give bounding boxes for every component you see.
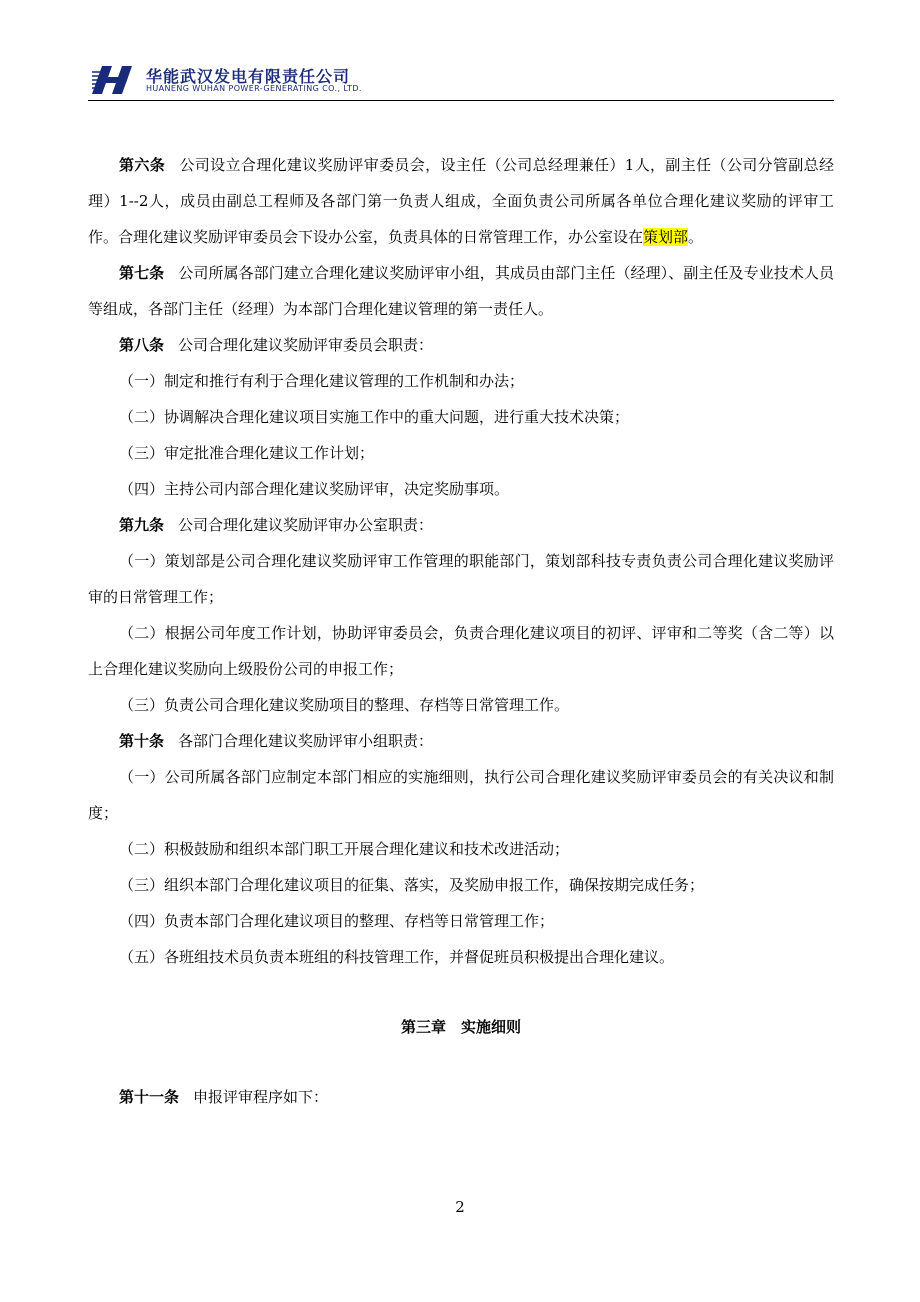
company-name-cn: 华能武汉发电有限责任公司: [146, 67, 351, 86]
article-11-text: 申报评审程序如下：: [193, 1088, 329, 1106]
list-item: （三）负责公司合理化建议奖励项目的整理、存档等日常管理工作。: [119, 696, 570, 714]
list-item: （四）主持公司内部合理化建议奖励评审，决定奖励事项。: [119, 480, 510, 498]
article-8-label: 第八条: [119, 336, 165, 354]
chapter-title: 第三章 实施细则: [400, 1018, 521, 1036]
article-9: [88, 507, 834, 543]
list-item: （四）负责本部门合理化建议项目的整理、存档等日常管理工作；: [119, 912, 555, 930]
list-item: （三）组织本部门合理化建议项目的征集、落实，及奖励申报工作，确保按期完成任务；: [119, 876, 705, 894]
article-6: [88, 147, 834, 255]
list-item: （一）公司所属各部门应制定本部门相应的实施细则，执行公司合理化建议奖励评审委员会的有关决议和制度；: [88, 768, 834, 822]
list-item: （一）制定和推行有利于合理化建议管理的工作机制和办法；: [119, 372, 525, 390]
page-number: 2: [455, 1198, 465, 1216]
article-7-text: 公司所属各部门建立合理化建议奖励评审小组，其成员由部门主任（经理）、副主任及专业技术人员等组成，各部门主任（经理）为本部门合理化建议管理的第一责任人。: [88, 264, 834, 318]
list-item: （三）审定批准合理化建议工作计划；: [119, 444, 375, 462]
list-item: （二）协调解决合理化建议项目实施工作中的重大问题，进行重大技术决策；: [119, 408, 630, 426]
article-10-label: 第十条: [119, 732, 165, 750]
article-11: [88, 1079, 834, 1115]
article-6-highlight: 策划部: [643, 228, 689, 246]
header-divider: [88, 100, 834, 101]
article-9-text: 公司合理化建议奖励评审办公室职责：: [178, 516, 434, 534]
huaneng-logo-icon: [92, 64, 140, 96]
article-8: [88, 327, 834, 363]
document-body: [88, 147, 834, 1115]
article-7-label: 第七条: [119, 264, 165, 282]
article-10: [88, 723, 834, 759]
page-header: [88, 62, 834, 100]
article-8-text: 公司合理化建议奖励评审委员会职责：: [178, 336, 434, 354]
article-9-label: 第九条: [119, 516, 165, 534]
article-6-text-end: 。: [688, 228, 704, 246]
article-10-text: 各部门合理化建议奖励评审小组职责：: [178, 732, 434, 750]
article-11-label: 第十一条: [119, 1088, 180, 1106]
company-name-en: HUANENG WUHAN POWER-GENERATING CO., LTD.: [146, 84, 362, 93]
article-6-text: 公司设立合理化建议奖励评审委员会，设主任（公司总经理兼任）1人，副主任（公司分管副总经理）1--2人，成员由副总工程师及各部门第一负责人组成，全面负责公司所属各单位合理化建议奖励的评审工作。合理化建议奖励评审委员会下设办公室，负责具体的日常管理工作，办公室设在: [88, 156, 834, 246]
article-6-label: 第六条: [119, 156, 166, 174]
list-item: （一）策划部是公司合理化建议奖励评审工作管理的职能部门，策划部科技专责负责公司合理化建议奖励评审的日常管理工作；: [88, 552, 834, 606]
list-item: （五）各班组技术员负责本班组的科技管理工作，并督促班员积极提出合理化建议。: [119, 948, 675, 966]
article-7: [88, 255, 834, 327]
list-item: （二）根据公司年度工作计划，协助评审委员会，负责合理化建议项目的初评、评审和二等奖（含二等）以上合理化建议奖励向上级股份公司的申报工作；: [88, 624, 834, 678]
list-item: （二）积极鼓励和组织本部门职工开展合理化建议和技术改进活动；: [119, 840, 570, 858]
